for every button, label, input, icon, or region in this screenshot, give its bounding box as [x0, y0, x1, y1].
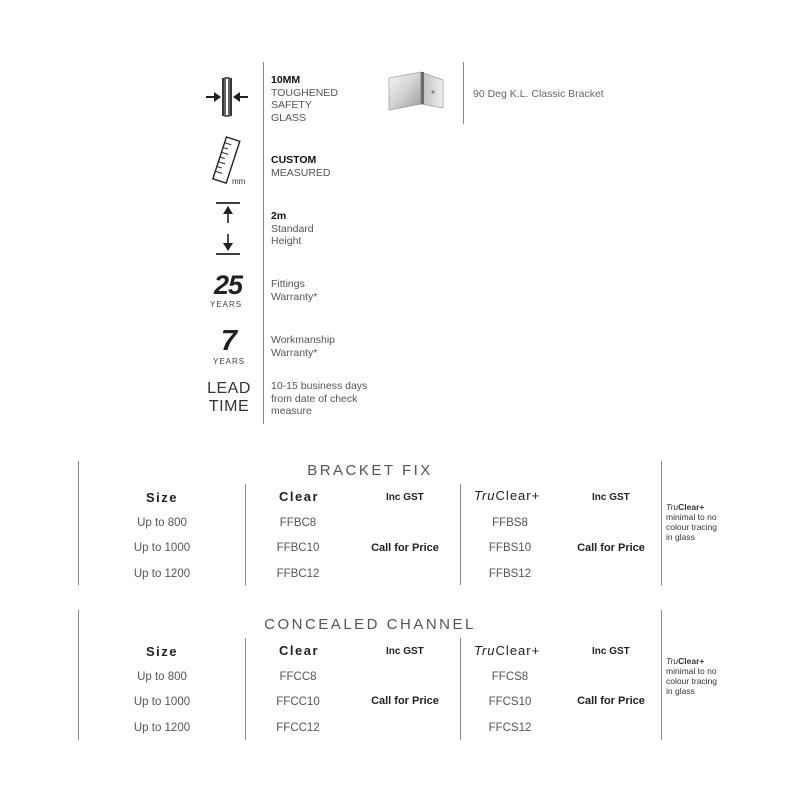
table-right-border: [661, 461, 662, 585]
clear-gst-header: Inc GST: [386, 646, 424, 657]
spec-lead-line: 10-15 business days: [271, 380, 368, 392]
spec-glass-line: GLASS: [271, 111, 307, 124]
size-header: Size: [146, 490, 179, 505]
spec-glass: [271, 74, 338, 124]
truclear-header: [474, 488, 540, 503]
note-brand: Clear+: [678, 656, 705, 666]
section-title: BRACKET FIX: [307, 462, 433, 479]
spec-height-line: Height: [271, 235, 302, 247]
table-left-border: [78, 610, 79, 740]
spec-measured: [271, 154, 331, 179]
clear-code-cell: FFBC10: [276, 542, 320, 554]
spec-workmanship-line: Workmanship: [271, 334, 335, 346]
truclear-code-cell: FFCS12: [488, 722, 532, 734]
truclear-brand: Clear+: [495, 643, 541, 658]
truclear-price: Call for Price: [577, 695, 645, 707]
spec-height: [271, 210, 314, 248]
clear-code-cell: FFCC12: [276, 722, 320, 734]
clear-code-cell: FFCC10: [276, 696, 320, 708]
note-prefix: Tru: [666, 656, 679, 666]
section-title: CONCEALED CHANNEL: [264, 616, 476, 633]
clear-code-cell: FFBC8: [279, 517, 317, 529]
size-cell: Up to 800: [137, 671, 187, 683]
truclear-prefix: Tru: [474, 488, 496, 503]
spec-glass-bold: 10MM: [271, 74, 301, 86]
clear-price: Call for Price: [371, 695, 439, 707]
size-cell: Up to 800: [137, 517, 187, 529]
spec-measured-bold: CUSTOM: [271, 154, 317, 166]
spec-fittings: [271, 278, 317, 303]
bracket-product-image: [385, 68, 451, 116]
truclear-gst-header: Inc GST: [592, 646, 630, 657]
column-divider: [460, 484, 461, 585]
truclear-code-cell: FFBS10: [488, 542, 532, 554]
spec-glass-line: SAFETY: [271, 99, 312, 111]
spec-workmanship: [271, 334, 335, 359]
table-right-border: [661, 610, 662, 740]
clear-header: Clear: [279, 643, 320, 658]
workmanship-years-unit: YEARS: [213, 357, 246, 366]
workmanship-years-number: 7: [220, 325, 238, 357]
clear-header: Clear: [279, 489, 320, 504]
lead-time-line1: LEAD: [207, 380, 251, 397]
lead-time-line2: TIME: [208, 398, 250, 415]
spec-fittings-line: Warranty*: [271, 290, 318, 303]
spec-workmanship-line: Warranty*: [271, 346, 318, 359]
truclear-code-cell: FFCS10: [488, 696, 532, 708]
column-divider: [460, 638, 461, 740]
column-divider: [245, 484, 246, 585]
clear-gst-header: Inc GST: [386, 492, 424, 503]
glass-thickness-icon: [204, 76, 252, 118]
note-line: colour tracing: [666, 676, 718, 686]
note-line: in glass: [666, 532, 695, 542]
note-prefix: Tru: [666, 502, 679, 512]
spec-lead-line: from date of check: [271, 392, 358, 405]
table-left-border: [78, 461, 79, 585]
size-cell: Up to 1000: [133, 696, 191, 708]
clear-code-cell: FFCC8: [279, 671, 317, 683]
spec-divider: [263, 62, 264, 424]
truclear-note: [666, 502, 736, 542]
ruler-unit-label: mm: [232, 177, 246, 186]
truclear-prefix: Tru: [474, 643, 496, 658]
spec-lead-line: measure: [271, 405, 312, 417]
note-line: minimal to no: [666, 666, 717, 676]
truclear-note: [666, 656, 736, 696]
spec-glass-line: TOUGHENED: [271, 86, 338, 99]
truclear-brand: Clear+: [495, 488, 541, 503]
clear-code-cell: FFBC12: [276, 568, 320, 580]
note-line: minimal to no: [666, 512, 717, 522]
note-line: in glass: [666, 686, 695, 696]
fittings-years-unit: YEARS: [210, 300, 243, 309]
spec-height-bold: 2m: [271, 210, 287, 222]
product-divider: [463, 62, 464, 124]
lead-time-icon: [205, 380, 253, 416]
note-brand: Clear+: [678, 502, 705, 512]
truclear-code-cell: FFCS8: [491, 671, 529, 683]
truclear-code-cell: FFBS12: [488, 568, 532, 580]
size-cell: Up to 1000: [133, 542, 191, 554]
column-divider: [245, 638, 246, 740]
note-line: colour tracing: [666, 522, 718, 532]
truclear-price: Call for Price: [577, 542, 645, 554]
truclear-header: [474, 643, 540, 658]
clear-price: Call for Price: [371, 542, 439, 554]
truclear-gst-header: Inc GST: [592, 492, 630, 503]
spec-measured-line: MEASURED: [271, 166, 331, 179]
spec-lead-time: [271, 380, 367, 418]
fittings-years-number: 25: [213, 270, 243, 300]
truclear-code-cell: FFBS8: [492, 517, 528, 529]
size-cell: Up to 1200: [133, 568, 191, 580]
product-name: 90 Deg K.L. Classic Bracket: [473, 88, 604, 100]
spec-height-line: Standard: [271, 222, 314, 235]
spec-fittings-line: Fittings: [271, 278, 305, 290]
height-icon: [212, 201, 244, 257]
size-header: Size: [146, 644, 179, 659]
size-cell: Up to 1200: [133, 722, 191, 734]
